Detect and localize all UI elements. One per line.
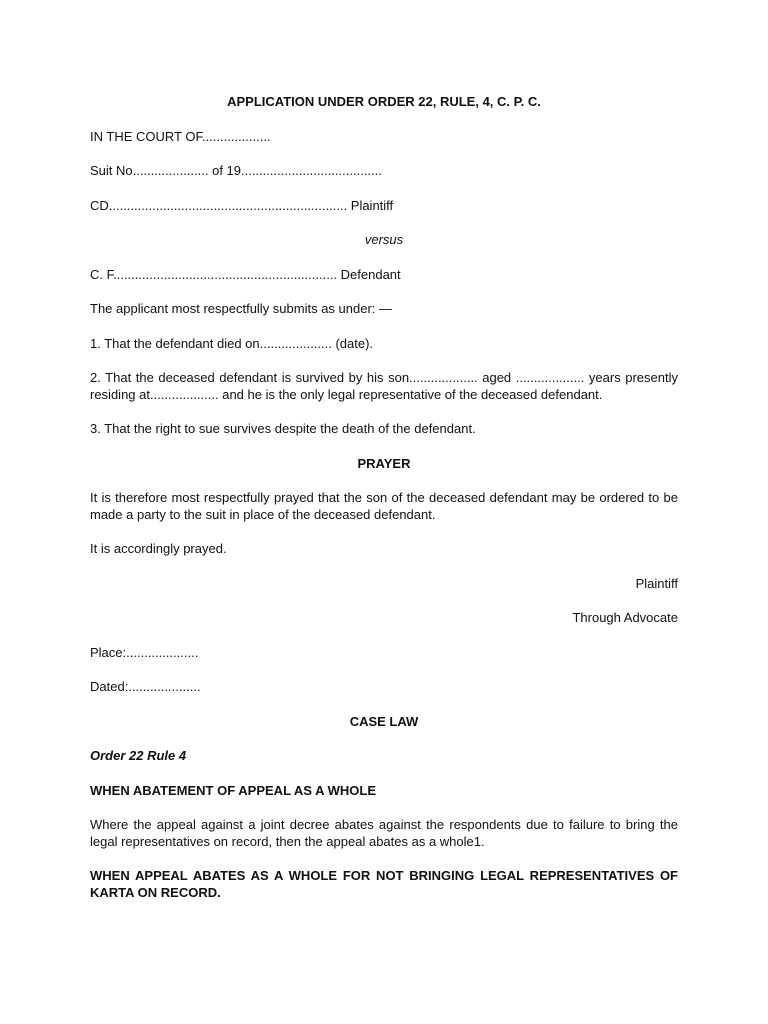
signature-advocate: Through Advocate: [572, 610, 678, 625]
intro-text: The applicant most respectfully submits as under: —: [90, 301, 393, 316]
prayer-heading: PRAYER: [357, 455, 411, 471]
place-line: Place:....................: [90, 644, 199, 660]
paragraph-3: 3. That the right to sue survives despite the death of the defendant.: [90, 421, 476, 436]
document-page: [90, 94, 678, 901]
signature-plaintiff: Plaintiff: [635, 575, 678, 591]
prayer-text: It is therefore most respectfully prayed that the son of the deceased defendant may be ordered to be made a party to the suit in place of the deceased defendant.: [90, 490, 678, 522]
versus-text: versus: [364, 232, 404, 247]
order-reference: Order 22 Rule 4: [90, 748, 187, 763]
heading-abatement: WHEN ABATEMENT OF APPEAL AS A WHOLE: [90, 782, 376, 798]
court-line: IN THE COURT OF...................: [90, 128, 271, 144]
suit-line: Suit No..................... of 19.......................................: [90, 163, 382, 178]
document-title: APPLICATION UNDER ORDER 22, RULE, 4, C. P. C.: [227, 94, 541, 109]
accordingly-prayed: It is accordingly prayed.: [90, 541, 227, 556]
case-law-heading: CASE LAW: [349, 713, 419, 729]
dated-line: Dated:....................: [90, 679, 201, 694]
abatement-text: Where the appeal against a joint decree abates against the respondents due to failure to bring the legal representatives on record, then the appeal abates as a whole1.: [90, 817, 678, 849]
paragraph-2: 2. That the deceased defendant is survived by his son................... aged ................... years presently residing at................... and he is the only legal representative of the deceased defendant.: [90, 370, 678, 402]
paragraph-1: 1. That the defendant died on.................... (date).: [90, 335, 374, 351]
plaintiff-line: CD.................................................................. Plaintiff: [90, 197, 394, 213]
defendant-line: C. F.............................................................. Defendant: [90, 266, 401, 282]
heading-karta: WHEN APPEAL ABATES AS A WHOLE FOR NOT BRINGING LEGAL REPRESENTATIVES OF KARTA ON RECORD.: [90, 868, 678, 900]
